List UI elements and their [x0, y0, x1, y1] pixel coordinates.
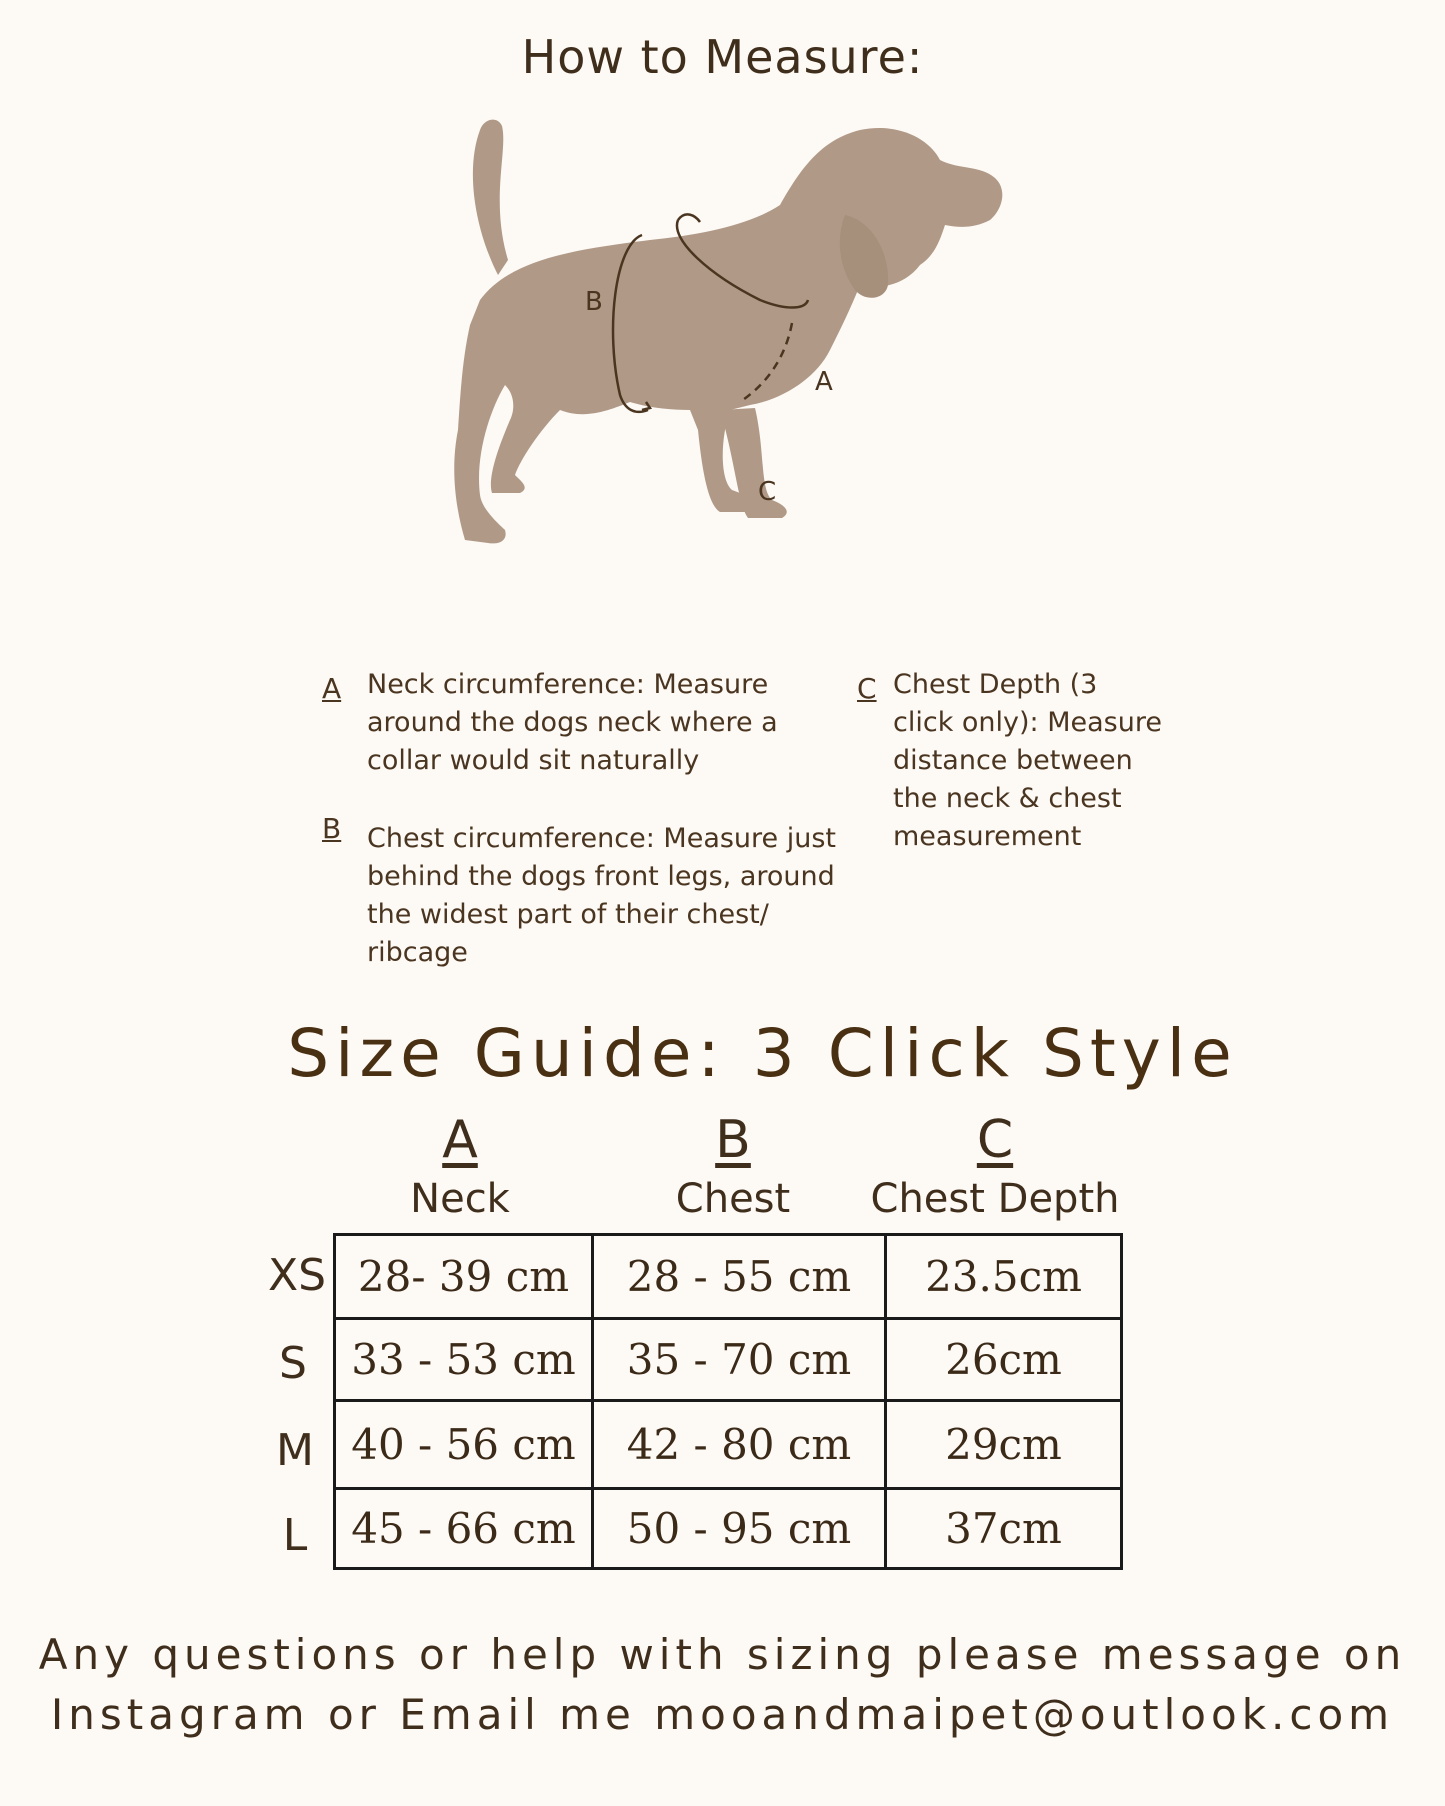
cell-neck-s: 33 - 53 cm: [335, 1319, 593, 1401]
legend-text-b: Chest circumference: Measure just behind the dogs front legs, around the widest part of their chest/ ribcage: [367, 823, 837, 968]
cell-neck-m: 40 - 56 cm: [335, 1401, 593, 1489]
column-letter-b: B: [715, 1110, 751, 1170]
column-name-chest-depth: Chest Depth: [870, 1176, 1120, 1222]
diagram-label-a: A: [815, 367, 833, 397]
table-row-l: [335, 1489, 1122, 1569]
diagram-label-c: C: [758, 477, 777, 507]
size-table: [333, 1233, 1123, 1570]
cell-neck-xs: 28- 39 cm: [335, 1235, 593, 1319]
legend-letter-a: A: [322, 672, 342, 705]
cell-depth-m: 29cm: [886, 1401, 1122, 1489]
diagram-label-b: B: [585, 287, 603, 317]
cell-chest-l: 50 - 95 cm: [593, 1489, 886, 1569]
measure-title: How to Measure:: [521, 30, 924, 84]
table-row-m: [335, 1401, 1122, 1489]
cell-depth-l: 37cm: [886, 1489, 1122, 1569]
cell-depth-s: 26cm: [886, 1319, 1122, 1401]
footer-line-1: Any questions or help with sizing please message on: [38, 1630, 1407, 1679]
size-label-xs: XS: [267, 1250, 327, 1301]
cell-chest-xs: 28 - 55 cm: [593, 1235, 886, 1319]
size-label-s: S: [279, 1338, 307, 1389]
dog-measurement-diagram: [420, 110, 1060, 670]
legend-letter-c: C: [857, 672, 877, 705]
footer-line-2: Instagram or Email me mooandmaipet@outlook.com: [50, 1690, 1395, 1739]
column-letter-c: C: [976, 1110, 1014, 1170]
dog-silhouette: [454, 120, 1002, 544]
column-header-chest: [623, 1110, 843, 1222]
size-label-m: M: [276, 1425, 314, 1476]
cell-chest-s: 35 - 70 cm: [593, 1319, 886, 1401]
column-header-chest-depth: [870, 1110, 1120, 1222]
column-name-neck: Neck: [410, 1176, 510, 1222]
column-letter-a: A: [442, 1110, 478, 1170]
legend-letter-b: B: [322, 812, 342, 845]
legend-text-c: Chest Depth (3 click only): Measure distance between the neck & chest measurement: [893, 669, 1162, 852]
column-name-chest: Chest: [675, 1176, 791, 1222]
legend-text-a: Neck circumference: Measure around the dogs neck where a collar would sit naturally: [367, 669, 778, 776]
table-row-xs: [335, 1235, 1122, 1319]
table-row-s: [335, 1319, 1122, 1401]
cell-depth-xs: 23.5cm: [886, 1235, 1122, 1319]
cell-chest-m: 42 - 80 cm: [593, 1401, 886, 1489]
footer-contact: [0, 1625, 1445, 1745]
size-guide-title: Size Guide: 3 Click Style: [287, 1015, 1238, 1092]
size-label-l: L: [282, 1510, 308, 1561]
column-header-neck: [360, 1110, 560, 1222]
cell-neck-l: 45 - 66 cm: [335, 1489, 593, 1569]
